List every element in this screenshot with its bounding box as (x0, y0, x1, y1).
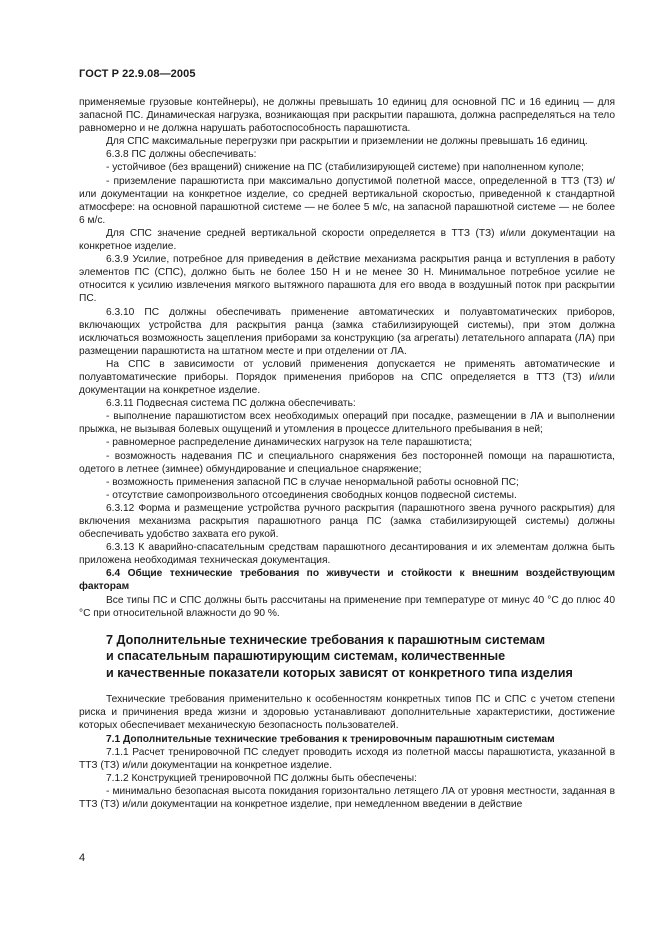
paragraph: Все типы ПС и СПС должны быть рассчитаны на применение при температуре от минус 40 °С до плюс 40 °С при относительной влажности до 90 %. (79, 594, 615, 619)
section-7-heading-line: 7 Дополнительные технические требования к парашютным системам (106, 632, 546, 647)
section-7-heading (79, 632, 615, 682)
clause-6-3-9: 6.3.9 Усилие, потребное для приведения в действие механизма раскрытия ранца и вступления в работу элементов ПС (СПС), должно быть не более 150 Н и не менее 30 Н. Минимальное потребное усилие не относится к усилию извлечения мягкого вытяжного парашюта для его ввода в воздушный поток при раскрытии ПС. (79, 254, 615, 305)
clause-6-3-11: 6.3.11 Подвесная система ПС должна обеспечивать: (106, 398, 356, 410)
clause-6-3-13: 6.3.13 К аварийно-спасательным средствам парашютного десантирования и их элементам должна быть приложена необходимая техническая документация. (79, 542, 615, 567)
subsection-7-1-heading: 7.1 Дополнительные технические требования к тренировочным парашютным системам (106, 733, 555, 745)
clause-7-1-1: 7.1.1 Расчет тренировочной ПС следует проводить исходя из полетной массы парашютиста, указанной в ТТЗ (ТЗ) и/или документации на конкретное изделие. (79, 746, 615, 771)
list-item: - выполнение парашютистом всех необходимых операций при посадке, размещении в ЛА и выполнении прыжка, не вызывая болевых ощущений и утомления в процессе длительного пребывания в ней; (79, 411, 615, 436)
list-item: - приземление парашютиста при максимально допустимой полетной массе, определенной в ТТЗ (ТЗ) и/или документации на конкретное изделие, со средней вертикальной скоростью, приведенной к стандартной атмосфере: на основной парашютной системе — не более 5 м/с, на запасной парашютной системе — не более 6 м/с. (79, 175, 615, 226)
subsection-6-4-heading: 6.4 Общие технические требования по живучести и стойкости к внешним воздействующим факторам (79, 568, 615, 593)
paragraph: Для СПС значение средней вертикальной скорости определяется в ТТЗ (ТЗ) и/или документации на конкретное изделие. (79, 227, 615, 253)
section-7-heading-line: и спасательным парашютирующим системам, количественные (106, 649, 506, 664)
paragraph: применяемые грузовые контейнеры), не должны превышать 10 единиц для основной ПС и 16 единиц — для запасной ПС. Динамическая нагрузка, возникающая при раскрытии парашюта, должна распределяться на тело равномерно и не должна нарушать работоспособность парашютиста. (79, 97, 615, 135)
paragraph: Технические требования применительно к особенностям конкретных типов ПС и СПС с учетом степени риска и причинения вреда жизни и здоровью устанавливают дополнительные характеристики, достижение которых обеспечивает механическую безопасность пользователей. (79, 694, 615, 732)
list-item: - минимально безопасная высота покидания горизонтально летящего ЛА от уровня местности, заданная в ТТЗ (ТЗ) и/или документации на конкретное изделие, при немедленном введении в действие (79, 785, 615, 810)
clause-7-1-2: 7.1.2 Конструкцией тренировочной ПС должны быть обеспечены: (106, 772, 417, 784)
paragraph: Для СПС максимальные перегрузки при раскрытии и приземлении не должны превышать 16 единиц. (106, 136, 588, 148)
list-item: - отсутствие самопроизвольного отсоединения свободных концов подвесной системы. (106, 489, 517, 501)
list-item: - возможность надевания ПС и специального снаряжения без посторонней помощи на парашютиста, одетого в летнее (зимнее) обмундирование и специальное снаряжение; (79, 450, 615, 475)
page-number: 4 (79, 852, 86, 864)
clause-6-3-10: 6.3.10 ПС должны обеспечивать применение автоматических и полуавтоматических приборов, включающих устройства для раскрытия ранца (замка стабилизирующей системы), при этом должна исключаться возможность зацепления приборами за конструкцию (за агрегаты) летательного аппарата (ЛА) при размещении парашютиста на штатном месте и при отделении от ЛА. (79, 306, 615, 357)
list-item: - равномерное распределение динамических нагрузок на теле парашютиста; (106, 437, 473, 449)
document-header: ГОСТ Р 22.9.08—2005 (79, 68, 196, 80)
document-body (79, 96, 615, 811)
clause-6-3-8: 6.3.8 ПС должны обеспечивать: (106, 149, 257, 161)
paragraph: На СПС в зависимости от условий применения допускается не применять автоматические и полуавтоматические приборы. Порядок применения приборов на СПС определяется в ТТЗ (ТЗ) и/или документации на конкретное изделие. (79, 358, 615, 397)
clause-6-3-12: 6.3.12 Форма и размещение устройства ручного раскрытия (парашютного звена ручного раскрытия) для включения механизма раскрытия парашютного ранца ПС (замка стабилизирующей системы) должны обеспечивать удобство захвата его рукой. (79, 502, 615, 541)
list-item: - устойчивое (без вращений) снижение на ПС (стабилизирующей системе) при наполненном куполе; (106, 162, 584, 174)
section-7-heading-line: и качественные показатели которых зависят от конкретного типа изделия (106, 665, 573, 680)
list-item: - возможность применения запасной ПС в случае ненормальной работы основной ПС; (106, 476, 519, 488)
